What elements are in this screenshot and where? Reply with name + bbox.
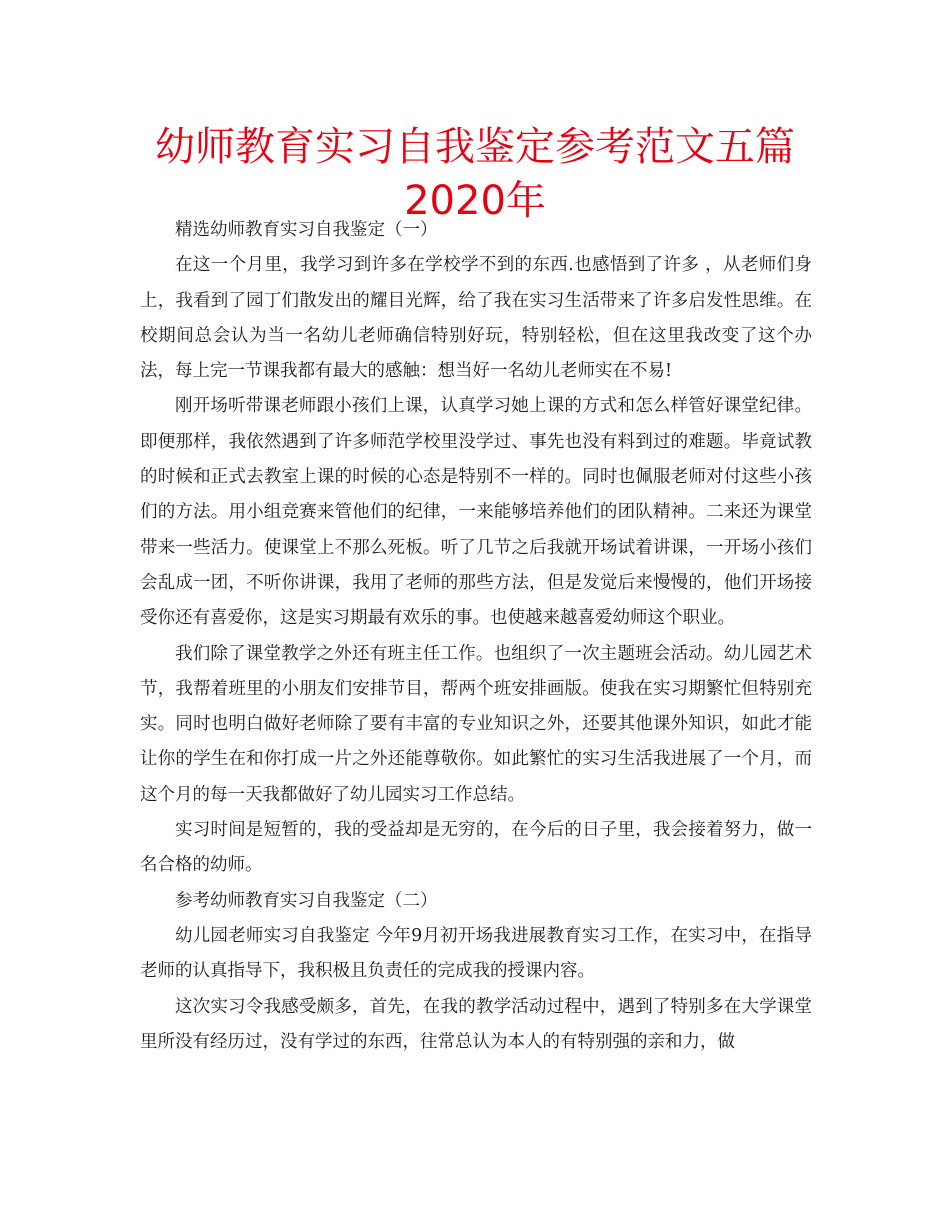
document-title: 幼师教育实习自我鉴定参考范文五篇2020年 (155, 124, 795, 224)
section-heading: 精选幼师教育实习自我鉴定（一） (175, 220, 438, 240)
paragraph: 在这一个月里，我学习到许多在学校学不到的东西.也感悟到了许多 ，从老师们身上，我看到了园丁们散发出的耀目光辉，给了我在实习生活带来了许多启发性思维。在校期间总会认为当一名幼儿老师确信特别好玩，特别轻松，但在这里我改变了这个办法，每上完一节课我都有最大的感触：想当好一名幼儿老师实在不易! (140, 255, 812, 382)
document-body (140, 213, 812, 1060)
paragraph: 幼儿园老师实习自我鉴定 今年9月初开场我进展教育实习工作，在实习中，在指导老师的认真指导下，我积极且负责任的完成我的授课内容。 (140, 925, 812, 982)
paragraph: 刚开场听带课老师跟小孩们上课，认真学习她上课的方式和怎么样管好课堂纪律。即便那样，我依然遇到了许多师范学校里没学过、事先也没有料到过的难题。毕竟试教的时候和正式去教室上课的时候的心态是特别不一样的。同时也佩服老师对付这些小孩们的方法。用小组竞赛来管他们的纪律，一来能够培养他们的团队精神。二来还为课堂带来一些活力。使课堂上不那么死板。听了几节之后我就开场试着讲课，一开场小孩们会乱成一团，不听你讲课，我用了老师的那些方法，但是发觉后来慢慢的，他们开场接受你还有喜爱你，这是实习期最有欢乐的事。也使越来越喜爱幼师这个职业。 (140, 396, 812, 629)
section-heading: 参考幼师教育实习自我鉴定（二） (175, 890, 438, 911)
paragraph: 这次实习令我感受颇多，首先，在我的教学活动过程中，遇到了特别多在大学课堂里所没有经历过，没有学过的东西，往常总认为本人的有特别强的亲和力，做 (140, 996, 812, 1052)
paragraph: 实习时间是短暂的，我的受益却是无穷的，在今后的日子里，我会接着努力，做一名合格的幼师。 (140, 820, 812, 876)
paragraph: 我们除了课堂教学之外还有班主任工作。也组织了一次主题班会活动。幼儿园艺术节，我帮着班里的小朋友们安排节目，帮两个班安排画版。使我在实习期繁忙但特别充实。同时也明白做好老师除了要有丰富的专业知识之外，还要其他课外知识，如此才能让你的学生在和你打成一片之外还能尊敬你。如此繁忙的实习生活我进展了一个月，而这个月的每一天我都做好了幼儿园实习工作总结。 (140, 643, 812, 805)
